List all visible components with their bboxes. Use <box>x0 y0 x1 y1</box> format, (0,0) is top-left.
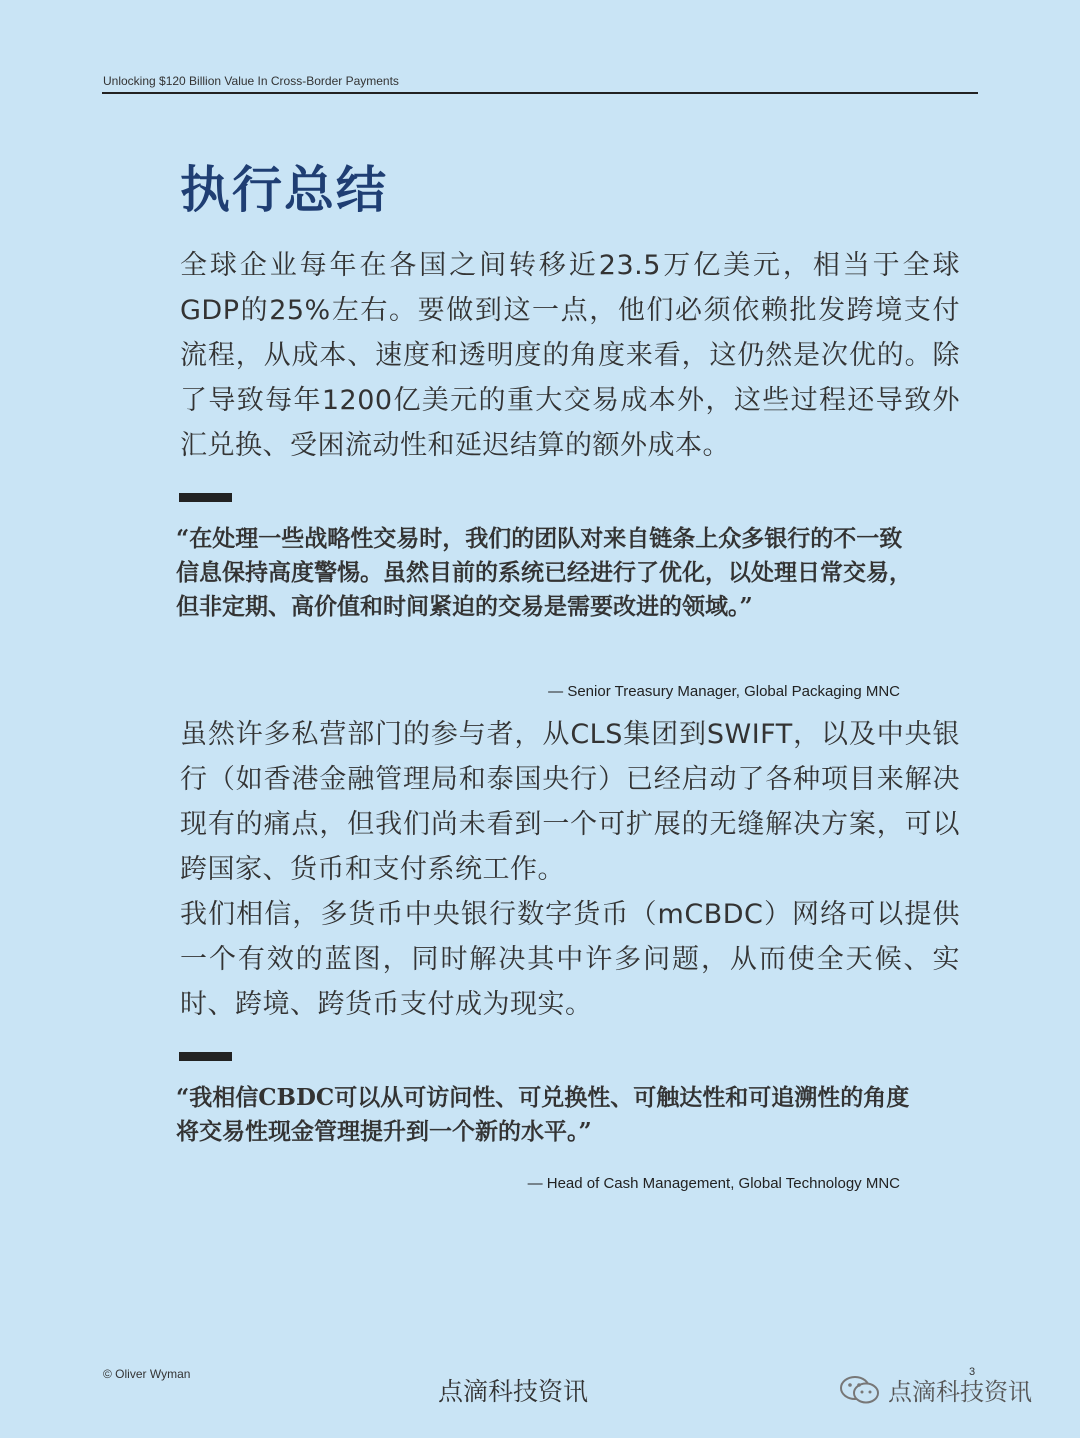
body-paragraph-2: 虽然许多私营部门的参与者，从CLS集团到SWIFT，以及中央银行（如香港金融管理局和泰国央行）已经启动了各种项目来解决现有的痛点，但我们尚未看到一个可扩展的无缝解决方案，可以跨国家、货币和支付系统工作。 <box>180 719 960 885</box>
running-header: Unlocking $120 Billion Value In Cross-Border Payments <box>103 74 399 88</box>
pull-quote-1: “在处理一些战略性交易时，我们的团队对来自链条上众多银行的不一致信息保持高度警惕。虽然目前的系统已经进行了优化，以处理日常交易，但非定期、高价值和时间紧迫的交易是需要改进的领域。” <box>176 525 912 620</box>
quote-divider-1 <box>179 493 232 502</box>
quote-attribution-1: — Senior Treasury Manager, Global Packaging MNC <box>548 683 900 700</box>
body-paragraph-1: 全球企业每年在各国之间转移近23.5万亿美元，相当于全球GDP的25%左右。要做到这一点，他们必须依赖批发跨境支付流程，从成本、速度和透明度的角度来看，这仍然是次优的。除了导致每年1200亿美元的重大交易成本外，这些过程还导致外汇兑换、受困流动性和延迟结算的额外成本。 <box>180 250 960 461</box>
wechat-icon <box>838 1374 882 1406</box>
copyright: © Oliver Wyman <box>103 1367 191 1381</box>
brand-watermark <box>838 1372 1032 1407</box>
body-paragraph-3: 我们相信，多货币中央银行数字货币（mCBDC）网络可以提供一个有效的蓝图，同时解决其中许多问题，从而使全天候、实时、跨境、跨货币支付成为现实。 <box>180 899 960 1020</box>
brand-label: 点滴科技资讯 <box>888 1378 1032 1406</box>
page-title: 执行总结 <box>180 161 388 219</box>
quote-divider-2 <box>179 1052 232 1061</box>
footer-center-label: 点滴科技资讯 <box>438 1377 589 1406</box>
pull-quote-2: “我相信CBDC可以从可访问性、可兑换性、可触达性和可追溯性的角度将交易性现金管理提升到一个新的水平。” <box>176 1084 910 1145</box>
header-rule <box>102 92 978 94</box>
page-number: 3 <box>969 1366 976 1378</box>
quote-attribution-2: — Head of Cash Management, Global Technology MNC <box>527 1175 900 1192</box>
